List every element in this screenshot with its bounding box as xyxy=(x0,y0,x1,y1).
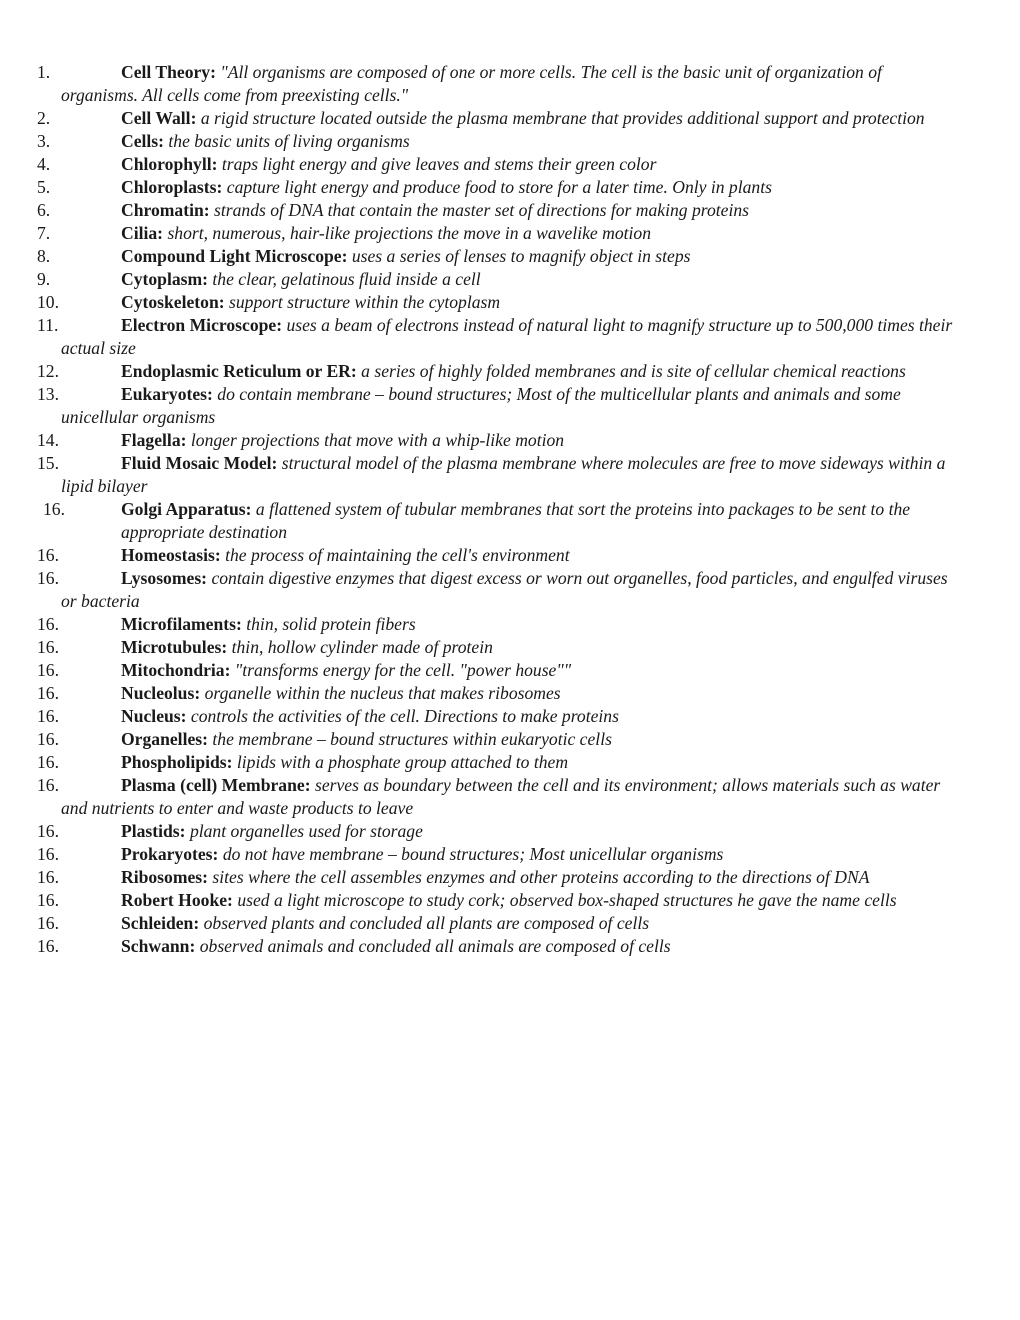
item-definition: a flattened system of tubular membranes that sort the proteins into packages to be sent to the appropriate destination xyxy=(121,499,911,542)
item-term: Eukaryotes: xyxy=(121,384,213,404)
item-term: Electron Microscope: xyxy=(121,315,283,335)
item-number: 5. xyxy=(37,177,51,197)
item-definition: the process of maintaining the cell's environment xyxy=(225,545,570,565)
item-number: 16. xyxy=(37,775,59,795)
item-number: 4. xyxy=(37,154,51,174)
item-definition: strands of DNA that contain the master set of directions for making proteins xyxy=(214,200,749,220)
item-term: Chloroplasts: xyxy=(121,177,223,197)
item-definition: "All organisms are composed of one or more cells. The cell is the basic unit of organization of organisms. All cells come from preexisting cells." xyxy=(61,62,882,105)
item-number: 11. xyxy=(37,315,59,335)
item-number: 13. xyxy=(37,384,59,404)
item-definition: contain digestive enzymes that digest excess or worn out organelles, food particles, and engulfed viruses or bacteria xyxy=(61,568,948,611)
item-term: Chlorophyll: xyxy=(121,154,218,174)
item-definition: a rigid structure located outside the plasma membrane that provides additional support and protection xyxy=(200,108,925,128)
item-number: 16. xyxy=(37,821,59,841)
item-number: 12. xyxy=(37,361,59,381)
item-term: Cell Theory: xyxy=(121,62,216,82)
list-item-chromatin xyxy=(0,199,1020,222)
list-item-golgi-apparatus xyxy=(0,498,1020,544)
item-definition: thin, solid protein fibers xyxy=(246,614,416,634)
item-term: Fluid Mosaic Model: xyxy=(121,453,278,473)
list-item-chloroplasts xyxy=(0,176,1020,199)
item-definition: organelle within the nucleus that makes ribosomes xyxy=(204,683,561,703)
item-term: Robert Hooke: xyxy=(121,890,233,910)
item-term: Organelles: xyxy=(121,729,208,749)
vocabulary-list xyxy=(0,61,1020,958)
list-item-plasma-membrane xyxy=(0,774,1020,820)
list-item-ribosomes xyxy=(0,866,1020,889)
list-item-phospholipids xyxy=(0,751,1020,774)
item-number: 6. xyxy=(37,200,51,220)
item-definition: uses a beam of electrons instead of natural light to magnify structure up to 500,000 times their actual size xyxy=(61,315,953,358)
item-number: 16. xyxy=(37,913,59,933)
item-term: Microfilaments: xyxy=(121,614,242,634)
list-item-organelles xyxy=(0,728,1020,751)
item-number: 14. xyxy=(37,430,59,450)
item-term: Cytoplasm: xyxy=(121,269,208,289)
item-definition: capture light energy and produce food to store for a later time. Only in plants xyxy=(226,177,772,197)
item-definition: do contain membrane – bound structures; Most of the multicellular plants and animals and some unicellular organisms xyxy=(61,384,901,427)
item-number: 16. xyxy=(37,706,59,726)
list-item-cells xyxy=(0,130,1020,153)
item-number: 16. xyxy=(37,660,59,680)
item-term: Schleiden: xyxy=(121,913,200,933)
item-definition: sites where the cell assembles enzymes and other proteins according to the directions of DNA xyxy=(212,867,870,887)
item-term: Endoplasmic Reticulum or ER: xyxy=(121,361,357,381)
list-item-mitochondria xyxy=(0,659,1020,682)
item-number: 2. xyxy=(37,108,51,128)
item-definition: support structure within the cytoplasm xyxy=(229,292,501,312)
item-number: 16. xyxy=(37,867,59,887)
item-term: Cells: xyxy=(121,131,164,151)
item-term: Homeostasis: xyxy=(121,545,221,565)
item-term: Cell Wall: xyxy=(121,108,197,128)
item-term: Compound Light Microscope: xyxy=(121,246,348,266)
item-number: 16. xyxy=(37,890,59,910)
item-definition: lipids with a phosphate group attached to them xyxy=(236,752,569,772)
list-item-nucleolus xyxy=(0,682,1020,705)
item-definition: a series of highly folded membranes and is site of cellular chemical reactions xyxy=(361,361,906,381)
item-definition: uses a series of lenses to magnify object in steps xyxy=(351,246,691,266)
item-number: 10. xyxy=(37,292,59,312)
item-number: 16. xyxy=(43,499,65,519)
item-term: Phospholipids: xyxy=(121,752,233,772)
item-term: Microtubules: xyxy=(121,637,228,657)
list-item-plastids xyxy=(0,820,1020,843)
item-term: Nucleus: xyxy=(121,706,187,726)
item-definition: "transforms energy for the cell. "power house"" xyxy=(234,660,572,680)
list-item-cytoskeleton xyxy=(0,291,1020,314)
item-number: 7. xyxy=(37,223,51,243)
list-item-lysosomes xyxy=(0,567,1020,613)
item-term: Lysosomes: xyxy=(121,568,208,588)
item-number: 16. xyxy=(37,637,59,657)
item-definition: used a light microscope to study cork; observed box-shaped structures he gave the name cells xyxy=(237,890,897,910)
item-term: Plastids: xyxy=(121,821,186,841)
item-number: 16. xyxy=(37,545,59,565)
item-number: 3. xyxy=(37,131,51,151)
list-item-microfilaments xyxy=(0,613,1020,636)
item-definition: the basic units of living organisms xyxy=(168,131,410,151)
item-number: 9. xyxy=(37,269,51,289)
item-number: 8. xyxy=(37,246,51,266)
list-item-eukaryotes xyxy=(0,383,1020,429)
list-item-schleiden xyxy=(0,912,1020,935)
item-definition: the clear, gelatinous fluid inside a cell xyxy=(212,269,481,289)
list-item-flagella xyxy=(0,429,1020,452)
item-number: 16. xyxy=(37,844,59,864)
item-definition: controls the activities of the cell. Directions to make proteins xyxy=(190,706,619,726)
list-item-schwann xyxy=(0,935,1020,958)
list-item-robert-hooke xyxy=(0,889,1020,912)
item-definition: serves as boundary between the cell and its environment; allows materials such as water and nutrients to enter and waste products to leave xyxy=(61,775,941,818)
item-number: 16. xyxy=(37,936,59,956)
item-number: 16. xyxy=(37,752,59,772)
item-term: Ribosomes: xyxy=(121,867,208,887)
item-definition: structural model of the plasma membrane where molecules are free to move sideways within a lipid bilayer xyxy=(61,453,946,496)
item-number: 16. xyxy=(37,568,59,588)
list-item-cytoplasm xyxy=(0,268,1020,291)
list-item-compound-light-microscope xyxy=(0,245,1020,268)
item-term: Chromatin: xyxy=(121,200,210,220)
list-item-endoplasmic-reticulum xyxy=(0,360,1020,383)
list-item-homeostasis xyxy=(0,544,1020,567)
list-item-chlorophyll xyxy=(0,153,1020,176)
item-number: 15. xyxy=(37,453,59,473)
list-item-nucleus xyxy=(0,705,1020,728)
item-definition: observed plants and concluded all plants are composed of cells xyxy=(203,913,650,933)
item-term: Cilia: xyxy=(121,223,164,243)
item-definition: longer projections that move with a whip-like motion xyxy=(190,430,565,450)
list-item-cell-theory xyxy=(0,61,1020,107)
item-definition: plant organelles used for storage xyxy=(189,821,423,841)
item-number: 16. xyxy=(37,614,59,634)
item-term: Prokaryotes: xyxy=(121,844,219,864)
item-term: Plasma (cell) Membrane: xyxy=(121,775,311,795)
item-number: 16. xyxy=(37,683,59,703)
item-term: Nucleolus: xyxy=(121,683,201,703)
item-term: Schwann: xyxy=(121,936,196,956)
list-item-fluid-mosaic-model xyxy=(0,452,1020,498)
list-item-prokaryotes xyxy=(0,843,1020,866)
item-definition: observed animals and concluded all animals are composed of cells xyxy=(199,936,671,956)
item-term: Mitochondria: xyxy=(121,660,231,680)
item-definition: do not have membrane – bound structures; Most unicellular organisms xyxy=(222,844,724,864)
item-number: 16. xyxy=(37,729,59,749)
item-definition: thin, hollow cylinder made of protein xyxy=(231,637,493,657)
item-term: Golgi Apparatus: xyxy=(121,499,252,519)
list-item-cilia xyxy=(0,222,1020,245)
item-term: Cytoskeleton: xyxy=(121,292,225,312)
item-number: 1. xyxy=(37,62,51,82)
item-term: Flagella: xyxy=(121,430,187,450)
item-definition: the membrane – bound structures within eukaryotic cells xyxy=(212,729,612,749)
list-item-cell-wall xyxy=(0,107,1020,130)
list-item-microtubules xyxy=(0,636,1020,659)
item-definition: traps light energy and give leaves and stems their green color xyxy=(221,154,657,174)
list-item-electron-microscope xyxy=(0,314,1020,360)
item-definition: short, numerous, hair-like projections the move in a wavelike motion xyxy=(167,223,651,243)
